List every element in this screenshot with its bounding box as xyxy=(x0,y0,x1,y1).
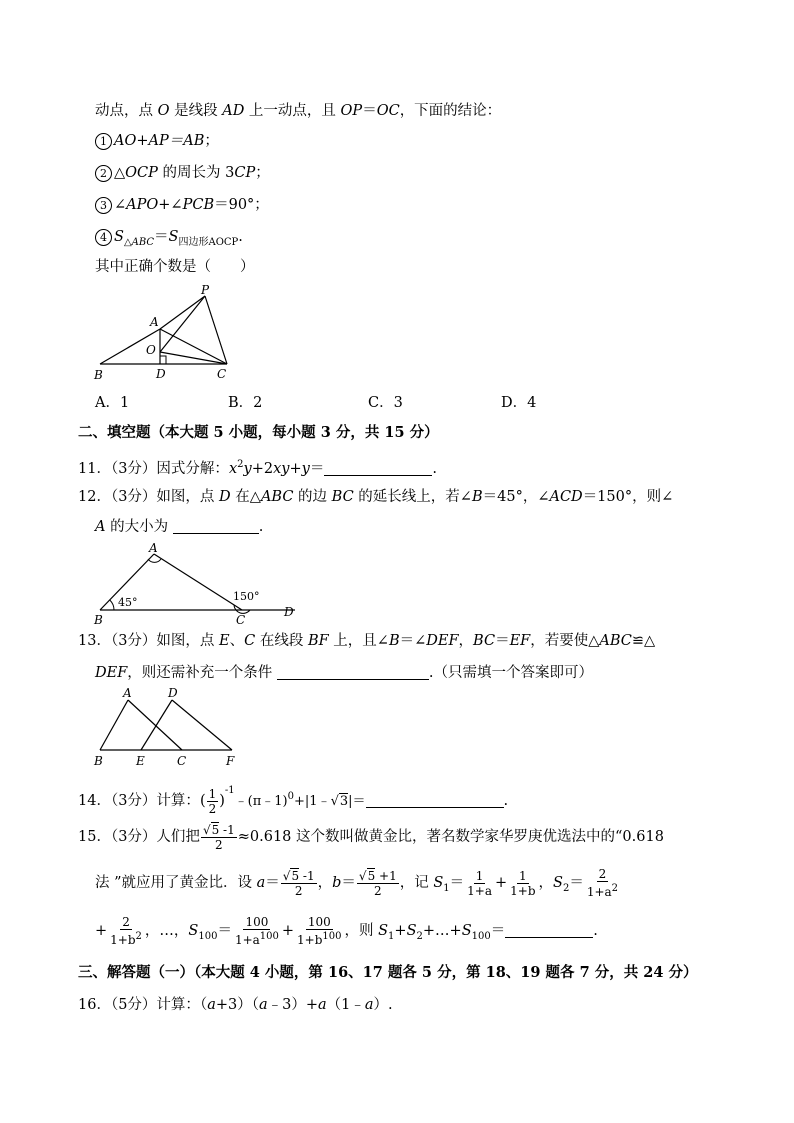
q14-answer-blank[interactable] xyxy=(366,793,504,808)
q10-intro: 动点，点 O 是线段 AD 上一动点，且 OP＝OC，下面的结论： xyxy=(95,103,502,119)
q10-statement-2: 2 △OCP 的周长为 3CP； xyxy=(95,164,270,182)
q12-line-1: 12．（3分）如图，点 D 在△ABC 的边 BC 的延长线上，若∠B＝45°，∠ACD＝150°，则∠ xyxy=(78,489,674,505)
q15-answer-blank[interactable] xyxy=(505,923,593,938)
label-C: C xyxy=(217,367,227,381)
q15-line-3: + $\frac{2}{1+b^2}$ ，…，$S_{100}=$ $\frac{100}{1+a^{100}}$ + $\frac{100}{1+b^{100}}$ ，则 $S_1+S_2+\dots+S_{100}=$ . xyxy=(95,915,598,947)
label-O: O xyxy=(146,343,156,357)
q10-figure xyxy=(90,284,250,384)
q13-line-2: DEF，则还需补充一个条件 .（只需填一个答案即可） xyxy=(95,665,593,681)
q11-answer-blank[interactable] xyxy=(324,461,432,476)
q10-statement-4: 4 $S_{\triangle ABC}=S_{四边形AOCP}$. xyxy=(95,228,243,252)
section-3-heading: 三、解答题（一）（本大题 4 小题，第 16、17 题各 5 分，第 18、19 题各 7 分，共 24 分） xyxy=(78,964,698,981)
label-B: B xyxy=(94,754,103,768)
q13-line-1: 13．（3分）如图，点 E、C 在线段 BF 上，且∠B＝∠DEF，BC＝EF，若要使△ABC≌△ xyxy=(78,633,656,649)
q14-fraction: $\frac{1}{2}$ xyxy=(208,786,217,816)
label-C: C xyxy=(236,613,246,627)
label-D: D xyxy=(156,367,166,381)
option-c[interactable]: C．3 xyxy=(368,395,403,411)
q11: 11．（3分）因式分解：$x^2y+2xy+y=$ . xyxy=(78,459,437,477)
label-A: A xyxy=(150,315,159,329)
q12-figure xyxy=(90,540,305,628)
q13-figure xyxy=(90,684,250,770)
q16: 16．（5分）计算：（a+3）（a﹣3）+a（1﹣a）. xyxy=(78,997,393,1013)
option-a[interactable]: A．1 xyxy=(95,395,130,411)
q14: 14．（3分）计算：( $\frac{1}{2}$ )$^{-1}$﹣(π﹣1)$^0$+|1﹣√3|＝ . xyxy=(78,785,509,816)
section-2-heading: 二、填空题（本大题 5 小题，每小题 3 分，共 15 分） xyxy=(78,424,439,441)
label-A: A xyxy=(123,686,132,700)
q10-question: 其中正确个数是（ ） xyxy=(95,259,255,275)
angle-45-label: 45° xyxy=(118,596,138,609)
option-d[interactable]: D．4 xyxy=(501,395,537,411)
q15-a-fraction: $\frac{√5 -1}{2}$ xyxy=(282,868,315,898)
label-B: B xyxy=(94,368,103,382)
label-P: P xyxy=(201,284,210,297)
label-F: F xyxy=(226,754,235,768)
label-B: B xyxy=(94,613,103,627)
label-A: A xyxy=(149,541,158,555)
q15-line-2: 法 ”就应用了黄金比．设 a＝ $\frac{√5 -1}{2}$ ，b＝ $\frac{√5 +1}{2}$ ，记 $S_1=$ $\frac{1}{1+a}$ + $\frac{1}{1+b}$ ，$S_2=$ $\frac{2}{1+a^2}$ xyxy=(95,867,619,899)
label-C: C xyxy=(177,754,187,768)
option-b[interactable]: B．2 xyxy=(228,395,263,411)
label-D: D xyxy=(168,686,178,700)
q15-line-1: 15．（3分）人们把 $\frac{√5 -1}{2}$ ≈0.618 这个数叫做黄金比，著名数学家华罗庚优选法中的“0.618 xyxy=(78,822,664,852)
q15-b-fraction: $\frac{√5 +1}{2}$ xyxy=(358,868,397,898)
angle-150-label: 150° xyxy=(233,590,260,603)
label-D: D xyxy=(284,605,294,619)
q10-statement-3: 3 ∠APO+∠PCB＝90°； xyxy=(95,196,269,214)
q10-statement-1: 1 AO+AP＝AB； xyxy=(95,132,219,150)
label-E: E xyxy=(136,754,145,768)
q15-golden-fraction: $\frac{√5 -1}{2}$ xyxy=(202,822,235,852)
q13-answer-blank[interactable] xyxy=(277,665,429,680)
q12-line-2: A 的大小为 . xyxy=(95,519,264,535)
q12-answer-blank[interactable] xyxy=(173,519,259,534)
